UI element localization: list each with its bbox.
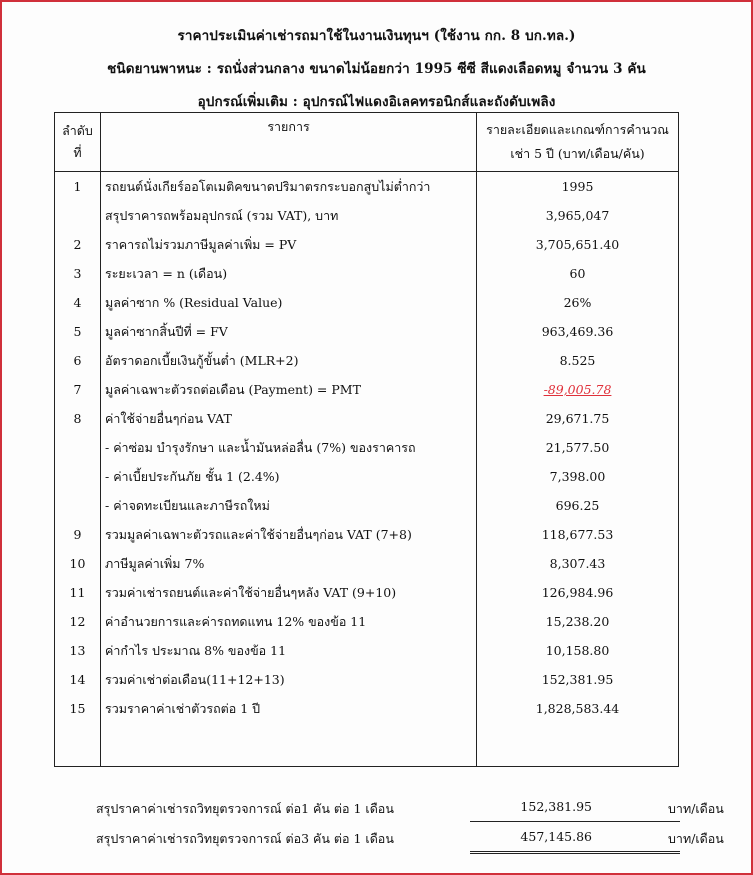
summary-underline <box>470 821 680 822</box>
table-row <box>55 636 679 665</box>
row-value: 3,705,651.40 <box>477 230 679 259</box>
row-number: 12 <box>55 607 101 636</box>
row-value: 118,677.53 <box>477 520 679 549</box>
empty-cell <box>477 723 679 767</box>
document-title: ราคาประเมินค่าเช่ารถมาใช้ในงานเงินทุนฯ (ใช้งาน กก. 8 บก.ทล.) <box>177 28 576 44</box>
table-row <box>55 404 679 433</box>
row-value: 21,577.50 <box>477 433 679 462</box>
equipment-line: อุปกรณ์เพิ่มเติม : อุปกรณ์ไฟแดงอิเลคทรอนิกส์และถังดับเพลิง <box>197 94 556 110</box>
row-value: 60 <box>477 259 679 288</box>
row-number: 3 <box>55 259 101 288</box>
table-row <box>55 230 679 259</box>
row-item: ค่าใช้จ่ายอื่นๆก่อน VAT <box>101 404 477 433</box>
row-number <box>55 201 101 230</box>
table-filler-row <box>55 723 679 767</box>
empty-cell <box>101 723 477 767</box>
row-item: - ค่าเบี้ยประกันภัย ชั้น 1 (2.4%) <box>101 462 477 491</box>
row-number: 9 <box>55 520 101 549</box>
row-value: 15,238.20 <box>477 607 679 636</box>
column-header-no: ลำดับ ที่ <box>55 113 101 172</box>
summary-double-underline <box>470 851 680 854</box>
row-item: มูลค่าซาก % (Residual Value) <box>101 288 477 317</box>
table-row <box>55 433 679 462</box>
row-number: 13 <box>55 636 101 665</box>
row-number: 11 <box>55 578 101 607</box>
table-row <box>55 317 679 346</box>
table-row <box>55 201 679 230</box>
row-number: 7 <box>55 375 101 404</box>
row-item: ค่าอำนวยการและค่ารถทดแทน 12% ของข้อ 11 <box>101 607 477 636</box>
row-number: 6 <box>55 346 101 375</box>
table-row <box>55 694 679 723</box>
summary-per-car-unit: บาท/เดือน <box>668 801 724 816</box>
row-item: ภาษีมูลค่าเพิ่ม 7% <box>101 549 477 578</box>
row-value: 8.525 <box>477 346 679 375</box>
rental-calculation-table <box>54 112 679 767</box>
row-value: 7,398.00 <box>477 462 679 491</box>
row-value: 26% <box>477 288 679 317</box>
table-row <box>55 172 679 202</box>
row-item: รวมมูลค่าเฉพาะตัวรถและค่าใช้จ่ายอื่นๆก่อน VAT (7+8) <box>101 520 477 549</box>
table-row <box>55 288 679 317</box>
row-value: 1,828,583.44 <box>477 694 679 723</box>
table-row <box>55 520 679 549</box>
row-item: มูลค่าเฉพาะตัวรถต่อเดือน (Payment) = PMT <box>101 375 477 404</box>
row-value: 8,307.43 <box>477 549 679 578</box>
row-item: - ค่าจดทะเบียนและภาษีรถใหม่ <box>101 491 477 520</box>
row-item: ระยะเวลา = n (เดือน) <box>101 259 477 288</box>
row-number: 5 <box>55 317 101 346</box>
table-row <box>55 375 679 404</box>
column-header-item: รายการ <box>101 113 477 172</box>
row-number: 8 <box>55 404 101 433</box>
table-header-row <box>55 113 679 172</box>
row-number: 15 <box>55 694 101 723</box>
row-value: 152,381.95 <box>477 665 679 694</box>
table-row <box>55 491 679 520</box>
row-item: รถยนต์นั่งเกียร์ออโตเมติคขนาดปริมาตรกระบอกสูบไม่ต่ำกว่า <box>101 172 477 202</box>
row-number <box>55 462 101 491</box>
table-row <box>55 607 679 636</box>
row-number <box>55 433 101 462</box>
summary-per-car-label: สรุปราคาค่าเช่ารถวิทยุตรวจการณ์ ต่อ1 คัน ต่อ 1 เดือน <box>96 801 394 816</box>
row-number <box>55 491 101 520</box>
row-value: 696.25 <box>477 491 679 520</box>
table-row <box>55 346 679 375</box>
row-item: รวมค่าเช่ารถยนต์และค่าใช้จ่ายอื่นๆหลัง VAT (9+10) <box>101 578 477 607</box>
row-item: รวมค่าเช่าต่อเดือน(11+12+13) <box>101 665 477 694</box>
row-value: 10,158.80 <box>477 636 679 665</box>
vehicle-type-line: ชนิดยานพาหนะ : รถนั่งส่วนกลาง ขนาดไม่น้อยกว่า 1995 ซีซี สีแดงเลือดหมู จำนวน 3 คัน <box>107 61 646 77</box>
row-item: รวมราคาค่าเช่าตัวรถต่อ 1 ปี <box>101 694 477 723</box>
row-value: 3,965,047 <box>477 201 679 230</box>
row-item: ราคารถไม่รวมภาษีมูลค่าเพิ่ม = PV <box>101 230 477 259</box>
row-value: -89,005.78 <box>477 375 679 404</box>
summary-three-cars-unit: บาท/เดือน <box>668 831 724 846</box>
row-number: 1 <box>55 172 101 202</box>
row-item: ค่ากำไร ประมาณ 8% ของข้อ 11 <box>101 636 477 665</box>
table-row <box>55 665 679 694</box>
row-value: 29,671.75 <box>477 404 679 433</box>
row-number: 4 <box>55 288 101 317</box>
summary-three-cars-value: 457,145.86 <box>520 829 592 844</box>
row-item: มูลค่าซากสิ้นปีที่ = FV <box>101 317 477 346</box>
table-row <box>55 462 679 491</box>
row-item: สรุปราคารถพร้อมอุปกรณ์ (รวม VAT), บาท <box>101 201 477 230</box>
row-number: 14 <box>55 665 101 694</box>
row-number: 2 <box>55 230 101 259</box>
row-item: อัตราดอกเบี้ยเงินกู้ขั้นต่ำ (MLR+2) <box>101 346 477 375</box>
column-header-value: รายละเอียดและเกณฑ์การคำนวณ เช่า 5 ปี (บาท/เดือน/คัน) <box>477 113 679 172</box>
summary-per-car-value: 152,381.95 <box>520 799 592 814</box>
row-value: 126,984.96 <box>477 578 679 607</box>
row-value: 1995 <box>477 172 679 202</box>
summary-three-cars-label: สรุปราคาค่าเช่ารถวิทยุตรวจการณ์ ต่อ3 คัน ต่อ 1 เดือน <box>96 831 394 846</box>
row-item: - ค่าซ่อม บำรุงรักษา และน้ำมันหล่อลื่น (7%) ของราคารถ <box>101 433 477 462</box>
empty-cell <box>55 723 101 767</box>
table-row <box>55 259 679 288</box>
table-row <box>55 578 679 607</box>
table-row <box>55 549 679 578</box>
row-number: 10 <box>55 549 101 578</box>
row-value: 963,469.36 <box>477 317 679 346</box>
